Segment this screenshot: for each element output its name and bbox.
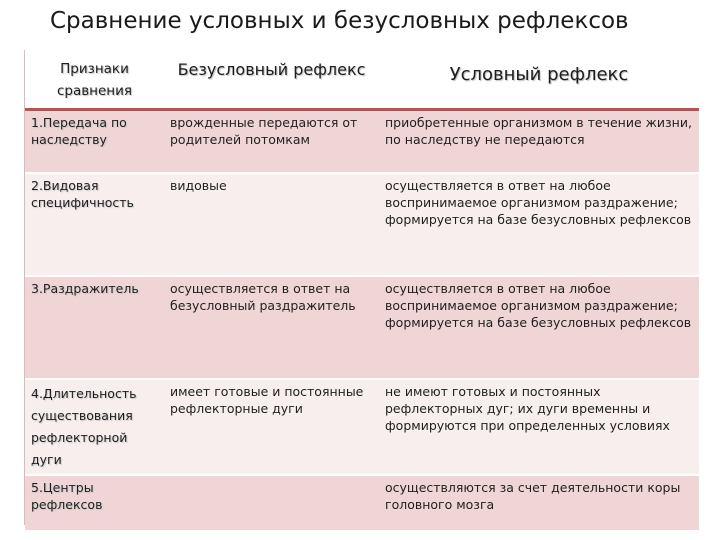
column-header-conditioned: Условный рефлекс: [379, 51, 699, 109]
row-criterion: 2.Видовая специфичность: [25, 173, 164, 276]
table-row: [25, 276, 699, 379]
comparison-table-container: [24, 50, 698, 525]
column-header-unconditioned: Безусловный рефлекс: [164, 51, 379, 109]
table-row: [25, 173, 699, 276]
row-unconditioned-cell: осуществляется в ответ на безусловный раздражитель: [164, 276, 379, 379]
row-unconditioned-cell: имеет готовые и постоянные рефлекторные дуги: [164, 379, 379, 475]
row-unconditioned-cell: [164, 475, 379, 531]
row-criterion: 5.Центры рефлексов: [25, 475, 164, 531]
row-conditioned-cell: осуществляется в ответ на любое воспринимаемое организмом раздражение; формируется на базе безусловных рефлексов: [379, 276, 699, 379]
table-header-row: [25, 51, 699, 109]
table-row: [25, 109, 699, 173]
row-conditioned-cell: не имеют готовых и постоянных рефлекторных дуг; их дуги временны и формируются при определенных условиях: [379, 379, 699, 475]
row-conditioned-cell: осуществляется в ответ на любое воспринимаемое организмом раздражение; формируется на базе безусловных рефлексов: [379, 173, 699, 276]
row-conditioned-cell: приобретенные организмом в течение жизни, по наследству не передаются: [379, 109, 699, 173]
column-header-criteria: Признаки сравнения: [25, 51, 164, 109]
table-row: [25, 475, 699, 531]
row-criterion: 3.Раздражитель: [25, 276, 164, 379]
row-conditioned-cell: осуществляются за счет деятельности коры головного мозга: [379, 475, 699, 531]
row-criterion: 1.Передача по наследству: [25, 109, 164, 173]
row-criterion: 4.Длительность существования рефлекторной дуги: [25, 379, 164, 475]
table-row: [25, 379, 699, 475]
row-unconditioned-cell: видовые: [164, 173, 379, 276]
row-unconditioned-cell: врожденные передаются от родителей потомкам: [164, 109, 379, 173]
comparison-table: [25, 50, 699, 532]
page-title: Сравнение условных и безусловных рефлексов: [50, 8, 629, 34]
